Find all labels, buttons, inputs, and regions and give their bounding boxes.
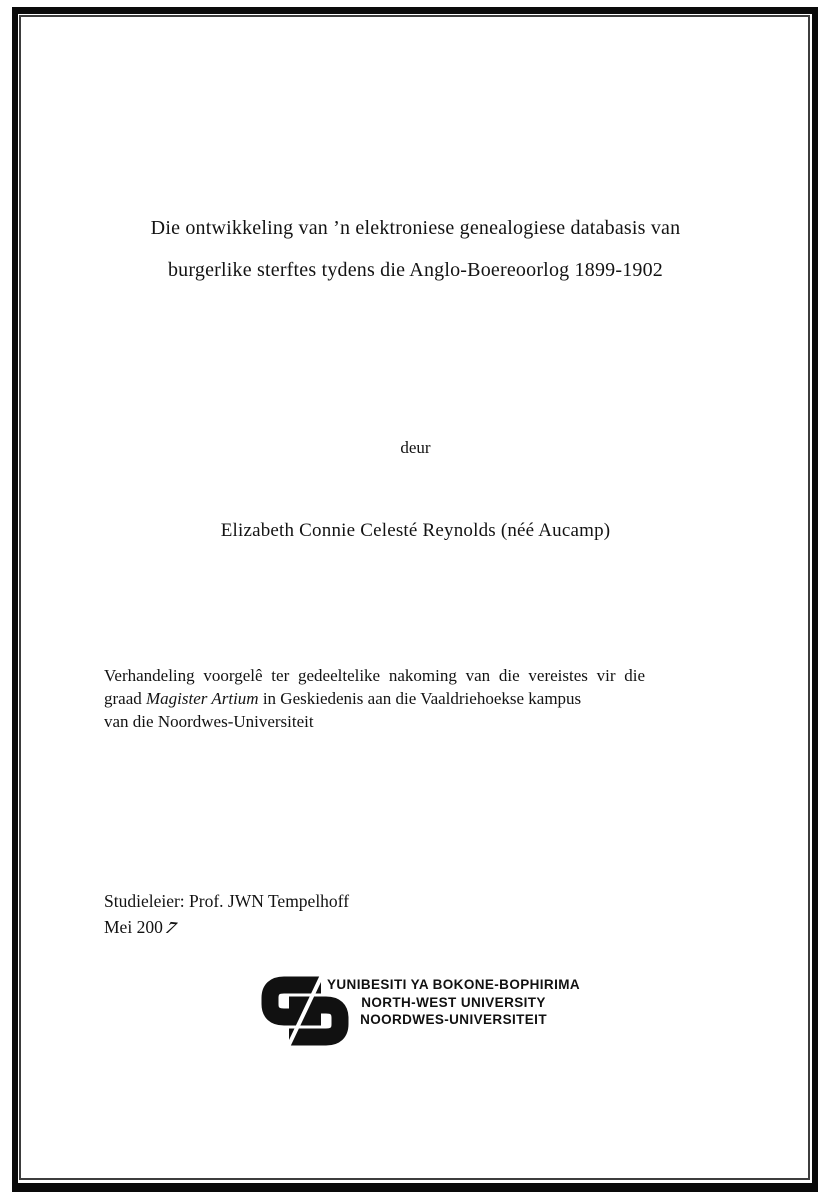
- date-line: [104, 914, 349, 940]
- submission-statement: [104, 664, 740, 733]
- statement-line-2-prefix: graad: [104, 689, 147, 708]
- title-line-2: burgerlike sterftes tydens die Anglo-Boereoorlog 1899-1902: [167, 259, 664, 281]
- statement-line-1: Verhandeling voorgelê ter gedeeltelike nakoming van die vereistes vir die: [104, 666, 646, 685]
- logo-line-afrikaans: NOORDWES-UNIVERSITEIT: [360, 1012, 547, 1027]
- logo-line-english: NORTH-WEST UNIVERSITY: [361, 994, 546, 1010]
- statement-line-2-suffix: in Geskiedenis aan die Vaaldriehoekse kampus: [258, 689, 582, 708]
- date-prefix: Mei 200: [104, 917, 163, 937]
- logo-text: [327, 976, 580, 1029]
- degree-name-italic: Magister Artium: [146, 689, 259, 708]
- nwu-logo: [257, 971, 580, 1051]
- supervisor-block: [104, 888, 349, 940]
- title-line-1: Die ontwikkeling van ’n elektroniese genealogiese databasis van: [150, 217, 681, 239]
- date-last-digit: 7: [161, 917, 181, 938]
- supervisor-line: Studieleier: Prof. JWN Tempelhoff: [104, 891, 350, 911]
- author-name: Elizabeth Connie Celesté Reynolds (néé Aucamp): [220, 520, 611, 541]
- statement-line-2: [104, 689, 581, 708]
- thesis-title: [0, 207, 831, 291]
- byline-deur: deur: [400, 438, 431, 457]
- statement-line-3: van die Noordwes-Universiteit: [104, 712, 314, 731]
- logo-line-setswana: YUNIBESITI YA BOKONE-BOPHIRIMA: [327, 977, 581, 992]
